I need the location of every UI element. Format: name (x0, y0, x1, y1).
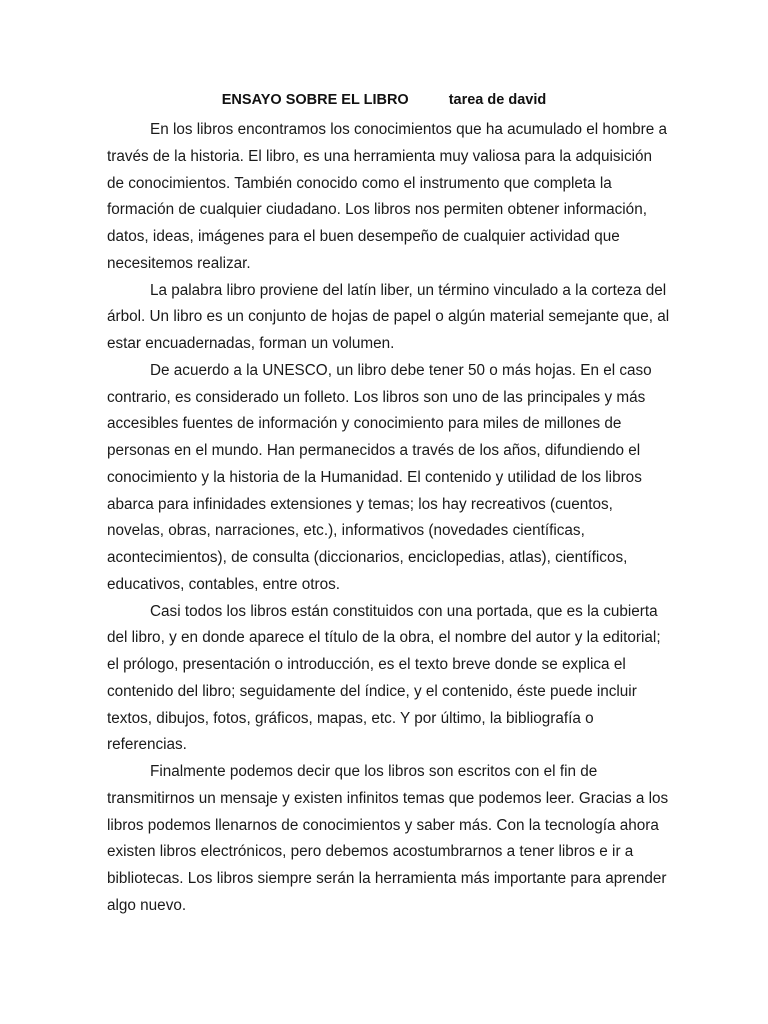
paragraph-line: árbol. Un libro es un conjunto de hojas de papel o algún material semejante que, al (107, 308, 670, 326)
paragraph (107, 117, 665, 278)
paragraph-line: contrario, es considerado un folleto. Los libros son uno de las principales y más (107, 388, 646, 406)
paragraph-line: necesitemos realizar. (107, 254, 251, 272)
paragraph-line: Finalmente podemos decir que los libros son escritos con el fin de (150, 763, 598, 780)
paragraph-line: formación de cualquier ciudadano. Los libros nos permiten obtener información, (107, 201, 647, 219)
paragraph-line: datos, ideas, imágenes para el buen desempeño de cualquier actividad que (107, 228, 620, 245)
paragraph-line: referencias. (107, 736, 187, 754)
paragraph (107, 278, 670, 358)
paragraph (107, 759, 669, 920)
paragraph-line: transmitirnos un mensaje y existen infinitos temas que podemos leer. Gracias a los (107, 789, 669, 807)
paragraph-line: abarca para infinidades extensiones y temas; los hay recreativos (cuentos, (107, 495, 613, 513)
paragraph-line: algo nuevo. (107, 896, 187, 914)
paragraph (107, 599, 665, 760)
paragraph-line: bibliotecas. Los libros siempre serán la herramienta más importante para aprender (107, 870, 667, 887)
paragraph-line: través de la historia. El libro, es una herramienta muy valiosa para la adquisición (107, 147, 653, 165)
paragraph-line: libros podemos llenarnos de conocimientos y saber más. Con la tecnología ahora (107, 816, 659, 834)
document-title: ENSAYO SOBRE EL LIBRO (221, 92, 409, 108)
document-title-line (0, 89, 768, 111)
paragraph-line: De acuerdo a la UNESCO, un libro debe tener 50 o más hojas. En el caso (150, 361, 652, 379)
paragraph-line: existen libros electrónicos, pero debemos acostumbrarnos a tener libros e ir a (107, 843, 634, 861)
paragraph-line: educativos, contables, entre otros. (107, 575, 340, 593)
paragraph-line: acontecimientos), de consulta (diccionarios, enciclopedias, atlas), científicos, (107, 549, 628, 566)
paragraph-line: novelas, obras, narraciones, etc.), informativos (novedades científicas, (107, 522, 585, 540)
document-body (107, 117, 670, 920)
paragraph-line: Casi todos los libros están constituidos con una portada, que es la cubierta (150, 602, 658, 620)
paragraph-line: En los libros encontramos los conocimientos que ha acumulado el hombre a (150, 121, 667, 138)
paragraph-line: La palabra libro proviene del latín liber, un término vinculado a la corteza del (150, 281, 667, 299)
paragraph-line: accesibles fuentes de información y conocimiento para miles de millones de (107, 415, 622, 433)
paragraph-line: textos, dibujos, fotos, gráficos, mapas, etc. Y por último, la bibliografía o (107, 709, 594, 727)
paragraph-line: el prólogo, presentación o introducción, es el texto breve donde se explica el (107, 656, 626, 673)
paragraph-line: del libro, y en donde aparece el título de la obra, el nombre del autor y la editorial; (107, 629, 661, 647)
document-subtitle: tarea de david (448, 92, 547, 108)
paragraph-line: estar encuadernadas, forman un volumen. (107, 335, 395, 352)
paragraph-line: de conocimientos. También conocido como el instrumento que completa la (107, 174, 612, 192)
paragraph-line: personas en el mundo. Han permanecidos a través de los años, difundiendo el (107, 442, 641, 459)
paragraph-line: contenido del libro; seguidamente del índice, y el contenido, éste puede incluir (107, 682, 637, 700)
paragraph (107, 358, 665, 599)
paragraph-line: conocimiento y la historia de la Humanidad. El contenido y utilidad de los libros (107, 468, 642, 486)
